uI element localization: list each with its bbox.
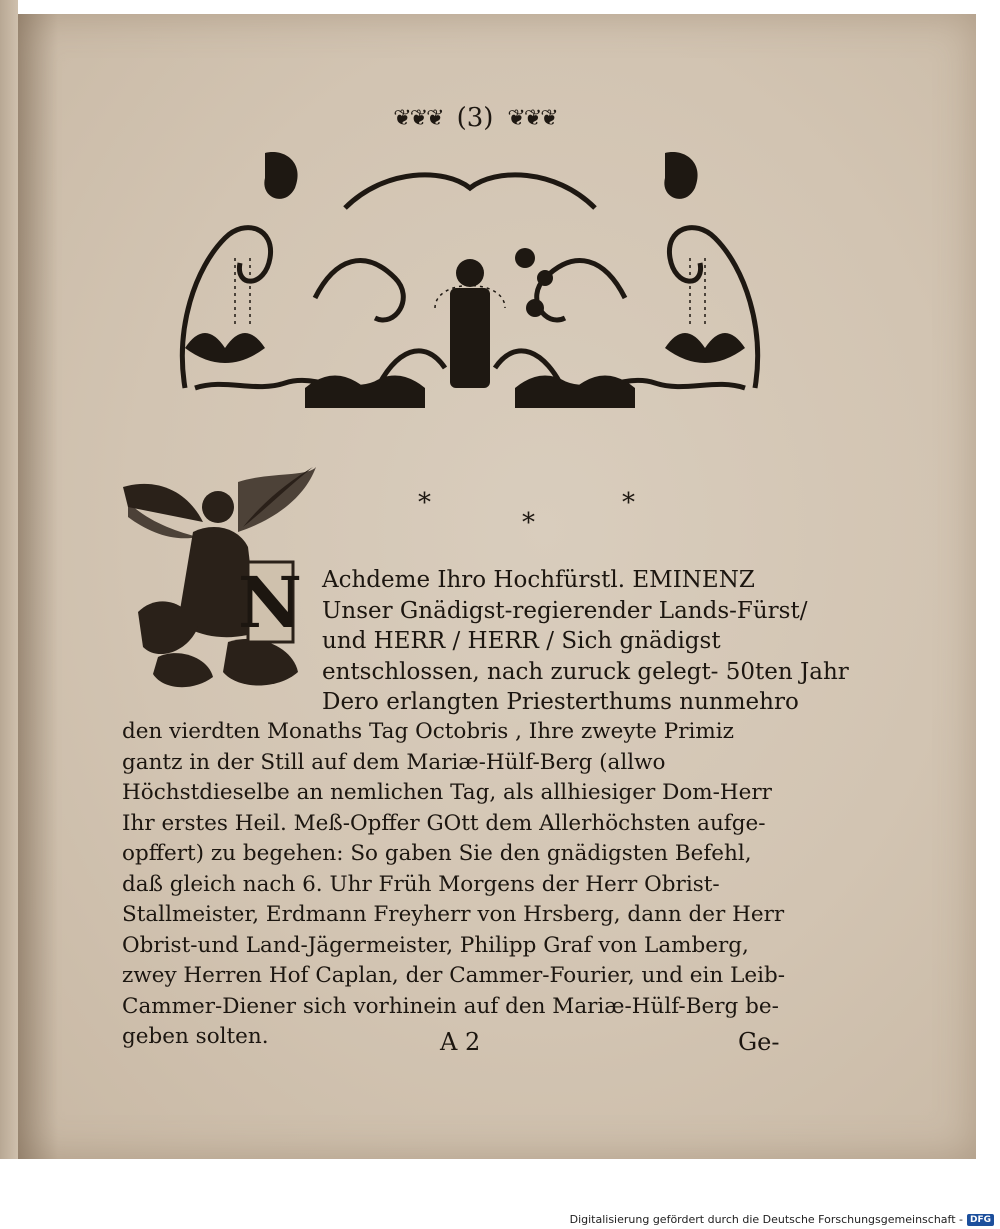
star-ornament-2: * (622, 488, 635, 518)
scan-margin-right (976, 0, 1000, 1160)
facing-page-edge (0, 0, 18, 1160)
text-line: Unser Gnädigst-regierender Lands-Fürst/ (322, 597, 808, 624)
dfg-logo[interactable]: DFG (967, 1214, 994, 1226)
credit-text: Digitalisierung gefördert durch die Deutsche Forschungsgemeinschaft - (569, 1213, 963, 1226)
text-line: zwey Herren Hof Caplan, der Cammer-Fourier, und ein Leib- (122, 963, 785, 988)
header-ornament-right: ❦❦❦ (507, 105, 557, 131)
catchword: Ge- (738, 1028, 780, 1056)
decorated-initial-angel (118, 462, 318, 694)
text-line: entschlossen, nach zuruck gelegt- 50ten Jahr (322, 658, 849, 685)
rococo-vignette-woodcut (165, 148, 775, 413)
text-line: geben solten. (122, 1024, 269, 1049)
body-text-full (122, 717, 785, 1053)
signature-mark: A 2 (440, 1028, 481, 1056)
header-ornament-left: ❦❦❦ (393, 105, 443, 131)
text-line: Höchstdieselbe an nemlichen Tag, als allhiesiger Dom-Herr (122, 780, 772, 805)
star-ornament-1: * (418, 488, 431, 518)
text-line: opffert) zu begehen: So gaben Sie den gnädigsten Befehl, (122, 841, 752, 866)
page-header (340, 98, 610, 138)
text-line: Obrist-und Land-Jägermeister, Philipp Graf von Lamberg, (122, 932, 749, 958)
text-line: und HERR / HERR / Sich gnädigst (322, 628, 721, 654)
text-line: den vierdten Monaths Tag Octobris , Ihre zweyte Primiz (122, 719, 734, 744)
text-line: gantz in der Still auf dem Mariæ-Hülf-Berg (allwo (122, 749, 666, 775)
text-line: Cammer-Diener sich vorhinein auf den Mariæ-Hülf-Berg be- (122, 993, 779, 1019)
initial-letter: N (238, 561, 302, 644)
text-line: Stallmeister, Erdmann Freyherr von Hrsberg, dann der Herr (122, 902, 785, 927)
text-line: Ihr erstes Heil. Meß-Opffer GOtt dem Allerhöchsten aufge- (122, 810, 766, 836)
star-ornament-3: * (522, 508, 535, 538)
body-text-indented (322, 565, 849, 718)
digitization-credit (570, 1212, 994, 1227)
scan-margin-bottom (0, 1159, 1000, 1209)
page-number: (3) (456, 103, 494, 133)
text-line: daß gleich nach 6. Uhr Früh Morgens der Herr Obrist- (122, 871, 720, 897)
text-line: Dero erlangten Priesterthums nunmehro (322, 689, 799, 715)
text-line: Achdeme Ihro Hochfürstl. EMINENZ (322, 567, 755, 593)
